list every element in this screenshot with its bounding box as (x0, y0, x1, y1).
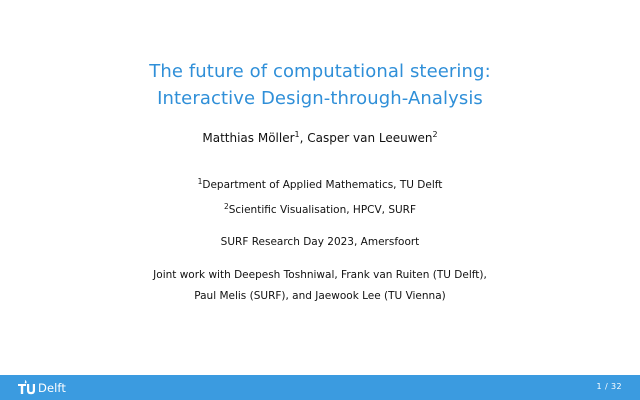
tu-delft-flame-icon (17, 379, 37, 396)
tu-delft-logo (17, 379, 66, 396)
title-line-2: Interactive Design-through-Analysis (157, 88, 483, 109)
affiliation-marker: 1 (197, 177, 203, 186)
author-name: Matthias Möller (202, 131, 295, 145)
page-indicator (597, 382, 622, 391)
page-total: 32 (611, 382, 622, 391)
author-marker: 2 (432, 130, 438, 139)
affiliation-text: Department of Applied Mathematics, TU Delft (202, 179, 443, 191)
affiliation-2 (0, 204, 640, 216)
event-line: SURF Research Day 2023, Amersfoort (220, 236, 420, 248)
author-name: Casper van Leeuwen (307, 131, 433, 145)
authors (0, 131, 640, 145)
affiliation-marker: 2 (223, 202, 229, 211)
page-separator: / (602, 382, 612, 391)
joint-work (0, 265, 640, 307)
affiliation-text: Scientific Visualisation, HPCV, SURF (228, 204, 417, 216)
slide-title (0, 58, 640, 112)
footer-bar (0, 375, 640, 400)
author-marker: 1 (294, 130, 300, 139)
joint-work-line-1: Joint work with Deepesh Toshniwal, Frank van Ruiten (TU Delft), (153, 269, 487, 281)
page-current: 1 (596, 382, 603, 391)
author-separator: , (299, 131, 308, 145)
title-line-1: The future of computational steering: (149, 61, 491, 82)
joint-work-line-2: Paul Melis (SURF), and Jaewook Lee (TU Vienna) (194, 290, 446, 302)
affiliation-1 (0, 179, 640, 191)
logo-text: Delft (38, 380, 66, 395)
